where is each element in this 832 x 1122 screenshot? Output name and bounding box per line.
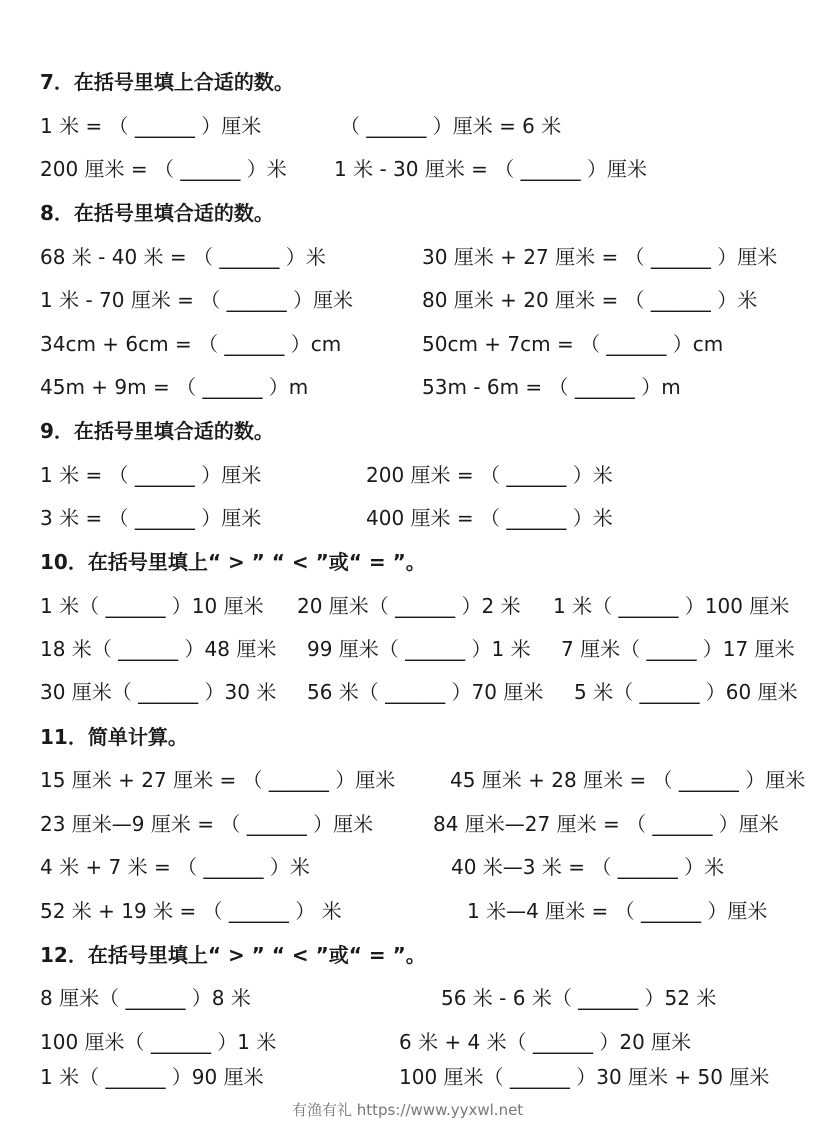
exercise-item: 30 厘米 + 27 厘米 = （ ______ ）厘米	[422, 245, 778, 269]
question-11-title: 11．简单计算。	[40, 725, 188, 749]
exercise-item: 1 米 - 70 厘米 = （ ______ ）厘米	[40, 288, 354, 312]
exercise-item: 50cm + 7cm = （ ______ ）cm	[422, 332, 724, 356]
exercise-item: 56 米 - 6 米（ ______ ）52 米	[441, 986, 717, 1010]
exercise-item: 34cm + 6cm = （ ______ ）cm	[40, 332, 342, 356]
exercise-item: 1 米（ ______ ）10 厘米	[40, 594, 264, 618]
exercise-item: 68 米 - 40 米 = （ ______ ）米	[40, 245, 326, 269]
exercise-item: 7 厘米（ _____ ）17 厘米	[561, 637, 795, 661]
exercise-item: 15 厘米 + 27 厘米 = （ ______ ）厘米	[40, 768, 396, 792]
exercise-item: 100 厘米（ ______ ）1 米	[40, 1030, 277, 1054]
exercise-item: 5 米（ ______ ）60 厘米	[574, 680, 798, 704]
exercise-item: 1 米（ ______ ）90 厘米	[40, 1065, 264, 1089]
question-10-title: 10．在括号里填上“ > ” “ < ”或“ = ”。	[40, 550, 426, 574]
exercise-item: 8 厘米（ ______ ）8 米	[40, 986, 251, 1010]
exercise-item: 4 米 + 7 米 = （ ______ ）米	[40, 855, 310, 879]
exercise-item: 200 厘米 = （ ______ ）米	[40, 157, 287, 181]
exercise-item: 20 厘米（ ______ ）2 米	[297, 594, 521, 618]
exercise-item: 1 米—4 厘米 = （ ______ ）厘米	[467, 899, 768, 923]
exercise-item: 52 米 + 19 米 = （ ______ ） 米	[40, 899, 342, 923]
exercise-item: 1 米 = （ ______ ）厘米	[40, 114, 262, 138]
exercise-item: 200 厘米 = （ ______ ）米	[366, 463, 613, 487]
exercise-item: 3 米 = （ ______ ）厘米	[40, 506, 262, 530]
exercise-item: 56 米（ ______ ）70 厘米	[307, 680, 544, 704]
exercise-item: 1 米 - 30 厘米 = （ ______ ）厘米	[334, 157, 648, 181]
exercise-item: 6 米 + 4 米（ ______ ）20 厘米	[399, 1030, 692, 1054]
exercise-item: 84 厘米—27 厘米 = （ ______ ）厘米	[433, 812, 779, 836]
exercise-item: 100 厘米（ ______ ）30 厘米 + 50 厘米	[399, 1065, 770, 1089]
exercise-item: 18 米（ ______ ）48 厘米	[40, 637, 277, 661]
exercise-item: 80 厘米 + 20 厘米 = （ ______ ）米	[422, 288, 758, 312]
exercise-item: （ ______ ）厘米 = 6 米	[340, 114, 562, 138]
question-7-title: 7．在括号里填上合适的数。	[40, 70, 294, 94]
exercise-item: 53m - 6m = （ ______ ）m	[422, 375, 681, 399]
question-8-title: 8．在括号里填合适的数。	[40, 201, 274, 225]
question-12-title: 12．在括号里填上“ > ” “ < ”或“ = ”。	[40, 943, 426, 967]
exercise-item: 400 厘米 = （ ______ ）米	[366, 506, 613, 530]
question-9-title: 9．在括号里填合适的数。	[40, 419, 274, 443]
watermark: 有渔有礼 https://www.yyxwl.net	[292, 1101, 524, 1119]
exercise-item: 45 厘米 + 28 厘米 = （ ______ ）厘米	[450, 768, 806, 792]
exercise-item: 23 厘米—9 厘米 = （ ______ ）厘米	[40, 812, 374, 836]
exercise-item: 1 米（ ______ ）100 厘米	[553, 594, 790, 618]
exercise-item: 40 米—3 米 = （ ______ ）米	[451, 855, 725, 879]
exercise-item: 30 厘米（ ______ ）30 米	[40, 680, 277, 704]
exercise-item: 45m + 9m = （ ______ ）m	[40, 375, 309, 399]
exercise-item: 99 厘米（ ______ ）1 米	[307, 637, 531, 661]
exercise-item: 1 米 = （ ______ ）厘米	[40, 463, 262, 487]
